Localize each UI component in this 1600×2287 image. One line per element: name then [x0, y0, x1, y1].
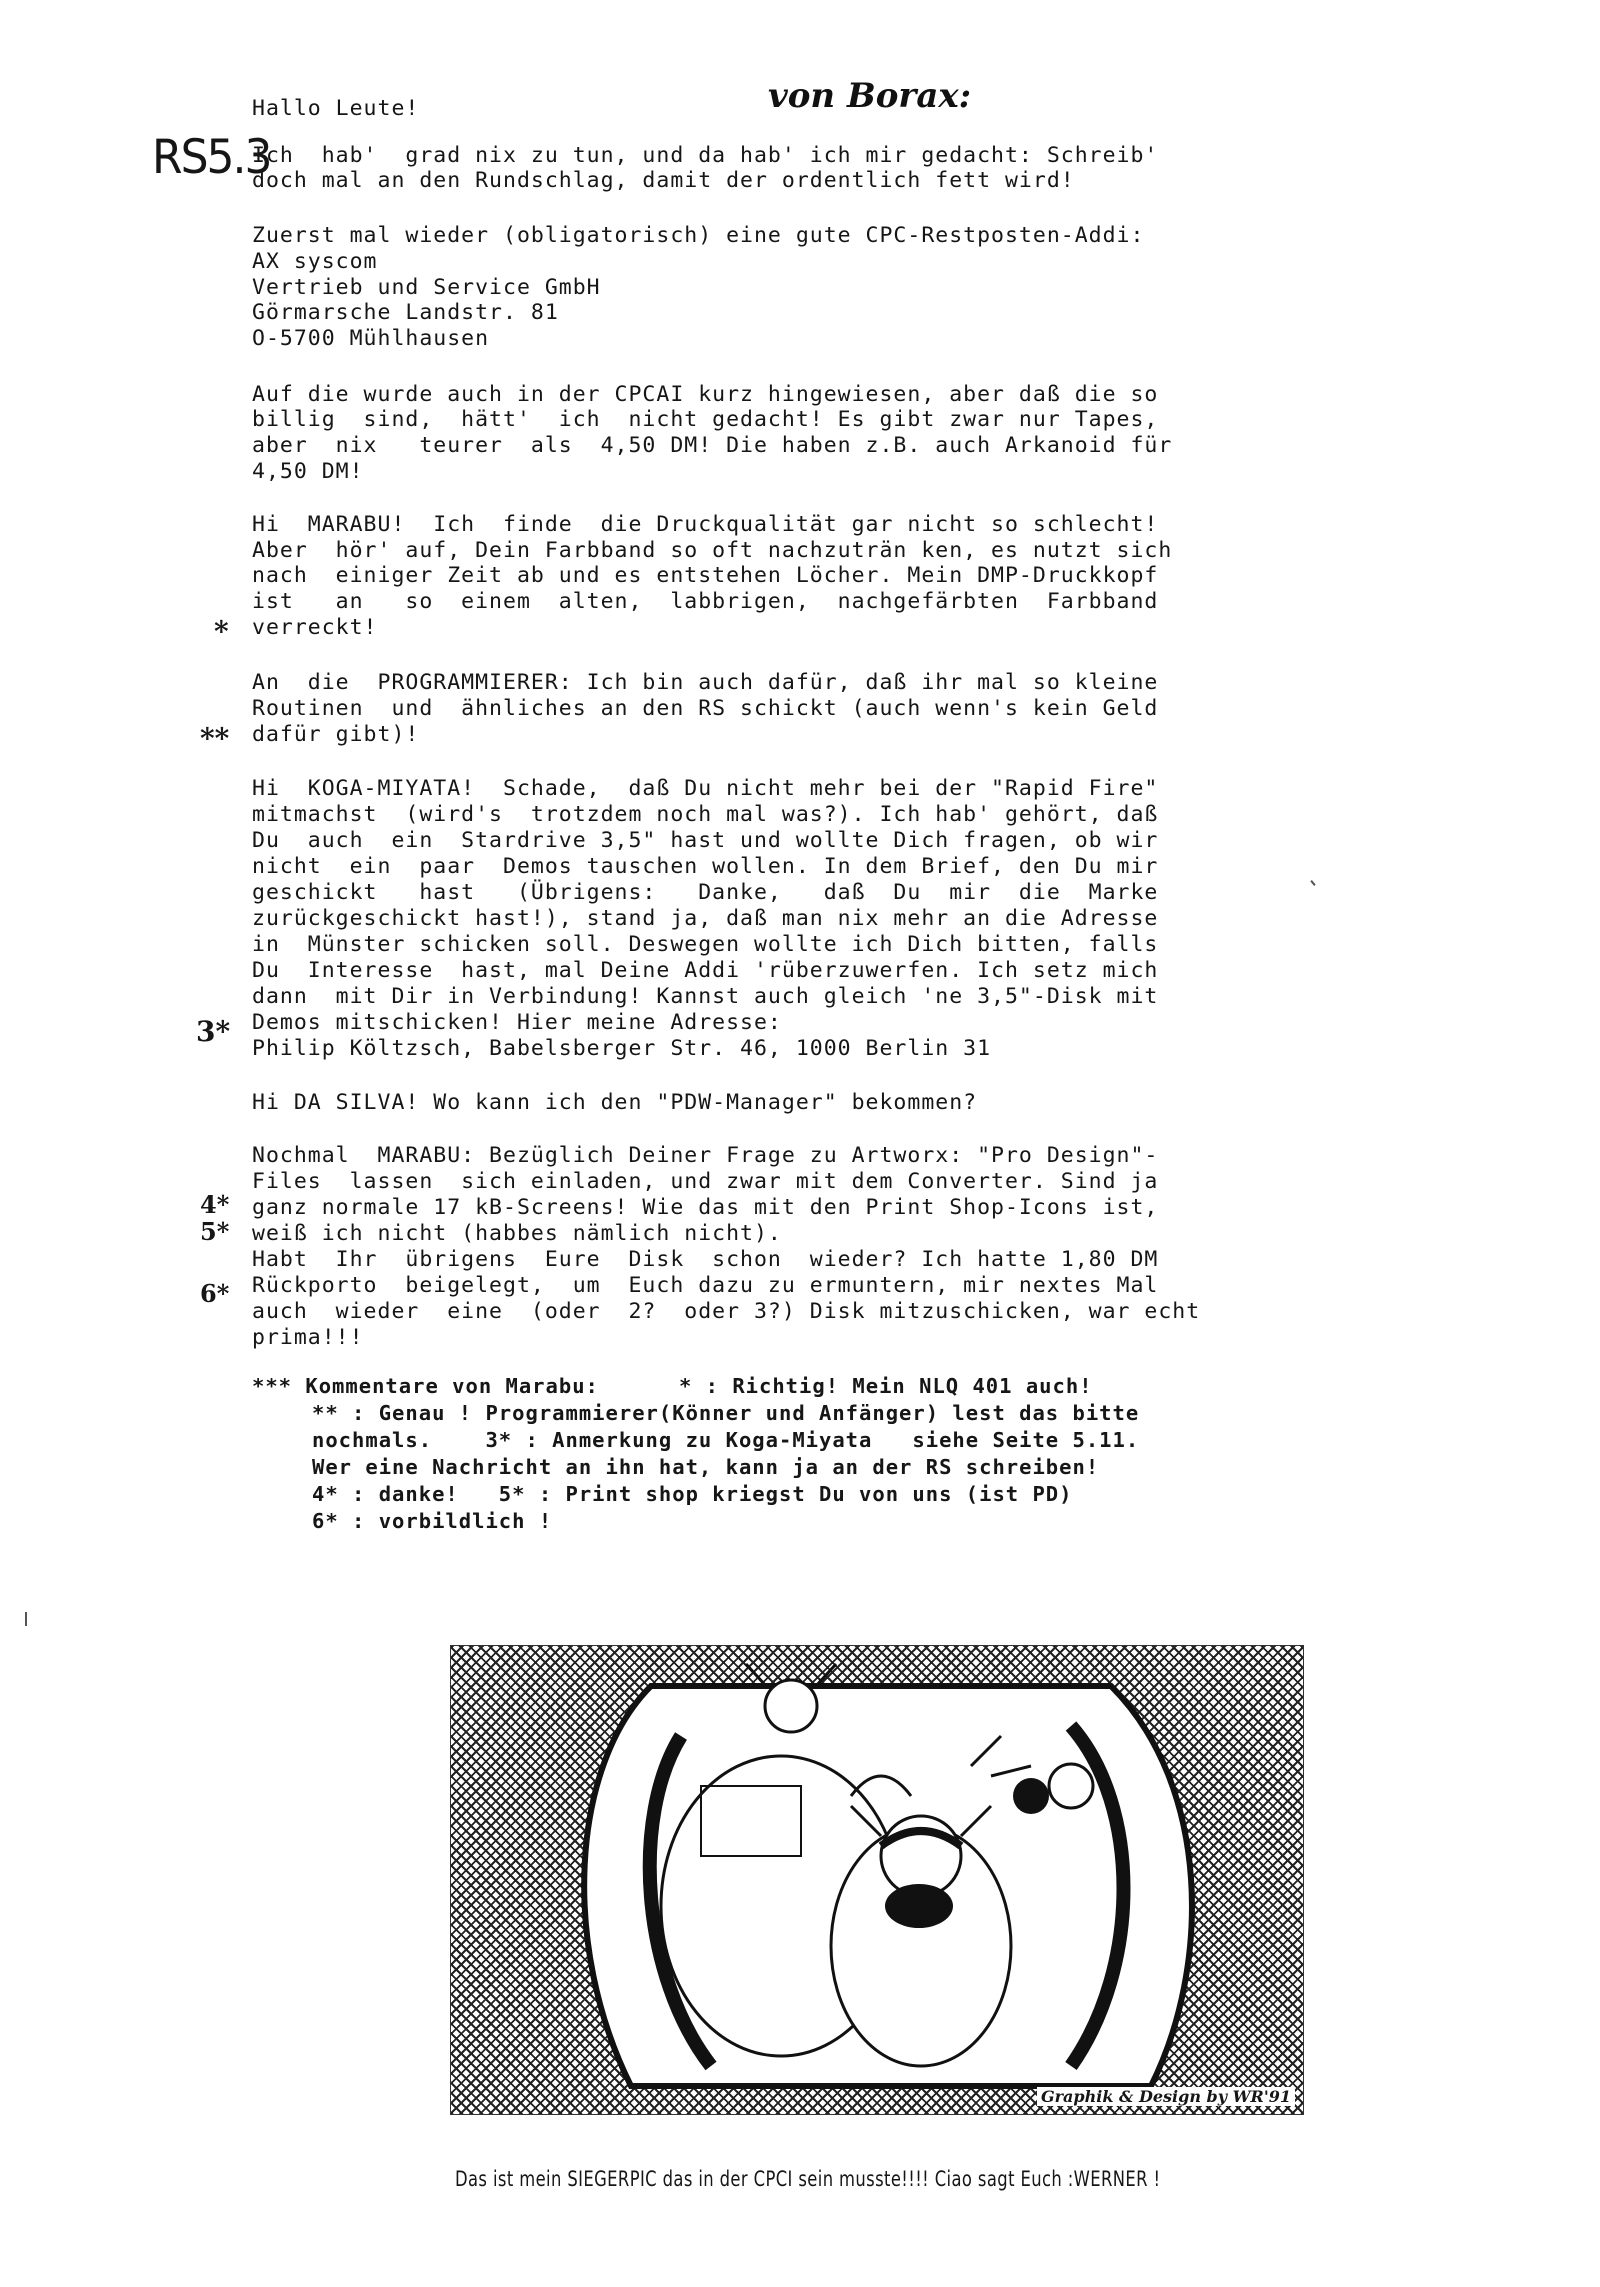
text-line: ganz normale 17 kB-Screens! Wie das mit den Print Shop-Icons ist,	[252, 1195, 1159, 1220]
text-line: prima!!!	[252, 1325, 364, 1350]
text-line: Habt Ihr übrigens Eure Disk schon wieder? Ich hatte 1,80 DM	[252, 1247, 1159, 1272]
scan-mark	[1310, 880, 1315, 886]
text-line: Du Interesse hast, mal Deine Addi 'rüberzuwerfen. Ich setz mich	[252, 958, 1159, 983]
margin-mark: 4*	[200, 1190, 230, 1219]
text-line: Auf die wurde auch in der CPCAI kurz hingewiesen, aber daß die so	[252, 382, 1159, 407]
text-line: geschickt hast (Übrigens: Danke, daß Du mir die Marke	[252, 880, 1159, 905]
cartoon-illustration	[450, 1645, 1304, 2115]
text-line: Files lassen sich einladen, und zwar mit dem Converter. Sind ja	[252, 1169, 1159, 1194]
text-line: mitmachst (wird's trotzdem noch mal was?). Ich hab' gehört, daß	[252, 802, 1159, 827]
text-line: nicht ein paar Demos tauschen wollen. In dem Brief, den Du mir	[252, 854, 1159, 879]
margin-mark: 6*	[200, 1279, 230, 1308]
kommentar-line: ** : Genau ! Programmierer(Könner und Anfänger) lest das bitte	[312, 1401, 1140, 1425]
kommentar-line: Wer eine Nachricht an ihn hat, kann ja an der RS schreiben!	[312, 1455, 1100, 1479]
margin-mark: **	[200, 722, 230, 755]
text-line: zurückgeschickt hast!), stand ja, daß man nix mehr an die Adresse	[252, 906, 1159, 931]
text-line: 4,50 DM!	[252, 459, 364, 484]
text-line: Routinen und ähnliches an den RS schickt (auch wenn's kein Geld	[252, 696, 1159, 721]
text-line: Hi DA SILVA! Wo kann ich den "PDW-Manager" bekommen?	[252, 1090, 978, 1115]
text-line: ist an so einem alten, labbrigen, nachgefärbten Farbband	[252, 589, 1159, 614]
text-line: O-5700 Mühlhausen	[252, 326, 490, 351]
text-line: verreckt!	[252, 615, 378, 640]
text-line: Görmarsche Landstr. 81	[252, 300, 559, 325]
kommentar-line: *** Kommentare von Marabu: * : Richtig! Mein NLQ 401 auch!	[252, 1374, 1093, 1398]
margin-mark: *	[214, 615, 229, 648]
text-line: Ich hab' grad nix zu tun, und da hab' ich mir gedacht: Schreib'	[252, 143, 1159, 168]
text-line: An die PROGRAMMIERER: Ich bin auch dafür, daß ihr mal so kleine	[252, 670, 1159, 695]
text-line: Aber hör' auf, Dein Farbband so oft nachzuträn ken, es nutzt sich	[252, 538, 1173, 563]
text-line: weiß ich nicht (habbes nämlich nicht).	[252, 1221, 782, 1246]
kommentar-line: 6* : vorbildlich !	[312, 1509, 553, 1533]
text-line: dann mit Dir in Verbindung! Kannst auch gleich 'ne 3,5"-Disk mit	[252, 984, 1159, 1009]
text-line: Vertrieb und Service GmbH	[252, 275, 601, 300]
text-line: Zuerst mal wieder (obligatorisch) eine gute CPC-Restposten-Addi:	[252, 223, 1145, 248]
text-line: billig sind, hätt' ich nicht gedacht! Es gibt zwar nur Tapes,	[252, 407, 1159, 432]
text-line: nach einiger Zeit ab und es entstehen Löcher. Mein DMP-Druckkopf	[252, 563, 1159, 588]
heading: von Borax:	[768, 76, 972, 116]
text-line: doch mal an den Rundschlag, damit der ordentlich fett wird!	[252, 168, 1075, 193]
text-line: Demos mitschicken! Hier meine Adresse:	[252, 1010, 782, 1035]
text-line: in Münster schicken soll. Deswegen wollte ich Dich bitten, falls	[252, 932, 1159, 957]
text-line: Rückporto beigelegt, um Euch dazu zu ermuntern, mir nextes Mal	[252, 1273, 1159, 1298]
kommentar-line: nochmals. 3* : Anmerkung zu Koga-Miyata siehe Seite 5.11.	[312, 1428, 1140, 1452]
text-line: Du auch ein Stardrive 3,5" hast und wollte Dich fragen, ob wir	[252, 828, 1159, 853]
text-line: Hi KOGA-MIYATA! Schade, daß Du nicht mehr bei der "Rapid Fire"	[252, 776, 1159, 801]
text-line: Hi MARABU! Ich finde die Druckqualität gar nicht so schlecht!	[252, 512, 1159, 537]
text-line: dafür gibt)!	[252, 722, 420, 747]
text-line: Hallo Leute!	[252, 96, 420, 121]
margin-note: RS5.3	[152, 129, 271, 186]
image-caption: Das ist mein SIEGERPIC das in der CPCI sein musste!!!! Ciao sagt Euch :WERNER !	[455, 2167, 1161, 2191]
text-line: AX syscom	[252, 249, 378, 274]
text-line: auch wieder eine (oder 2? oder 3?) Disk mitzuschicken, war echt	[252, 1299, 1201, 1324]
text-line: aber nix teurer als 4,50 DM! Die haben z.B. auch Arkanoid für	[252, 433, 1173, 458]
image-signature: Graphik & Design by WR'91	[1037, 2087, 1295, 2106]
margin-mark: 5*	[200, 1217, 230, 1246]
margin-mark: 3*	[196, 1015, 231, 1048]
scan-mark	[25, 1612, 27, 1626]
cartoon-drawing	[451, 1646, 1303, 2114]
text-line: Nochmal MARABU: Bezüglich Deiner Frage zu Artworx: "Pro Design"-	[252, 1143, 1159, 1168]
text-line: Philip Költzsch, Babelsberger Str. 46, 1000 Berlin 31	[252, 1036, 992, 1061]
kommentar-line: 4* : danke! 5* : Print shop kriegst Du von uns (ist PD)	[312, 1482, 1073, 1506]
